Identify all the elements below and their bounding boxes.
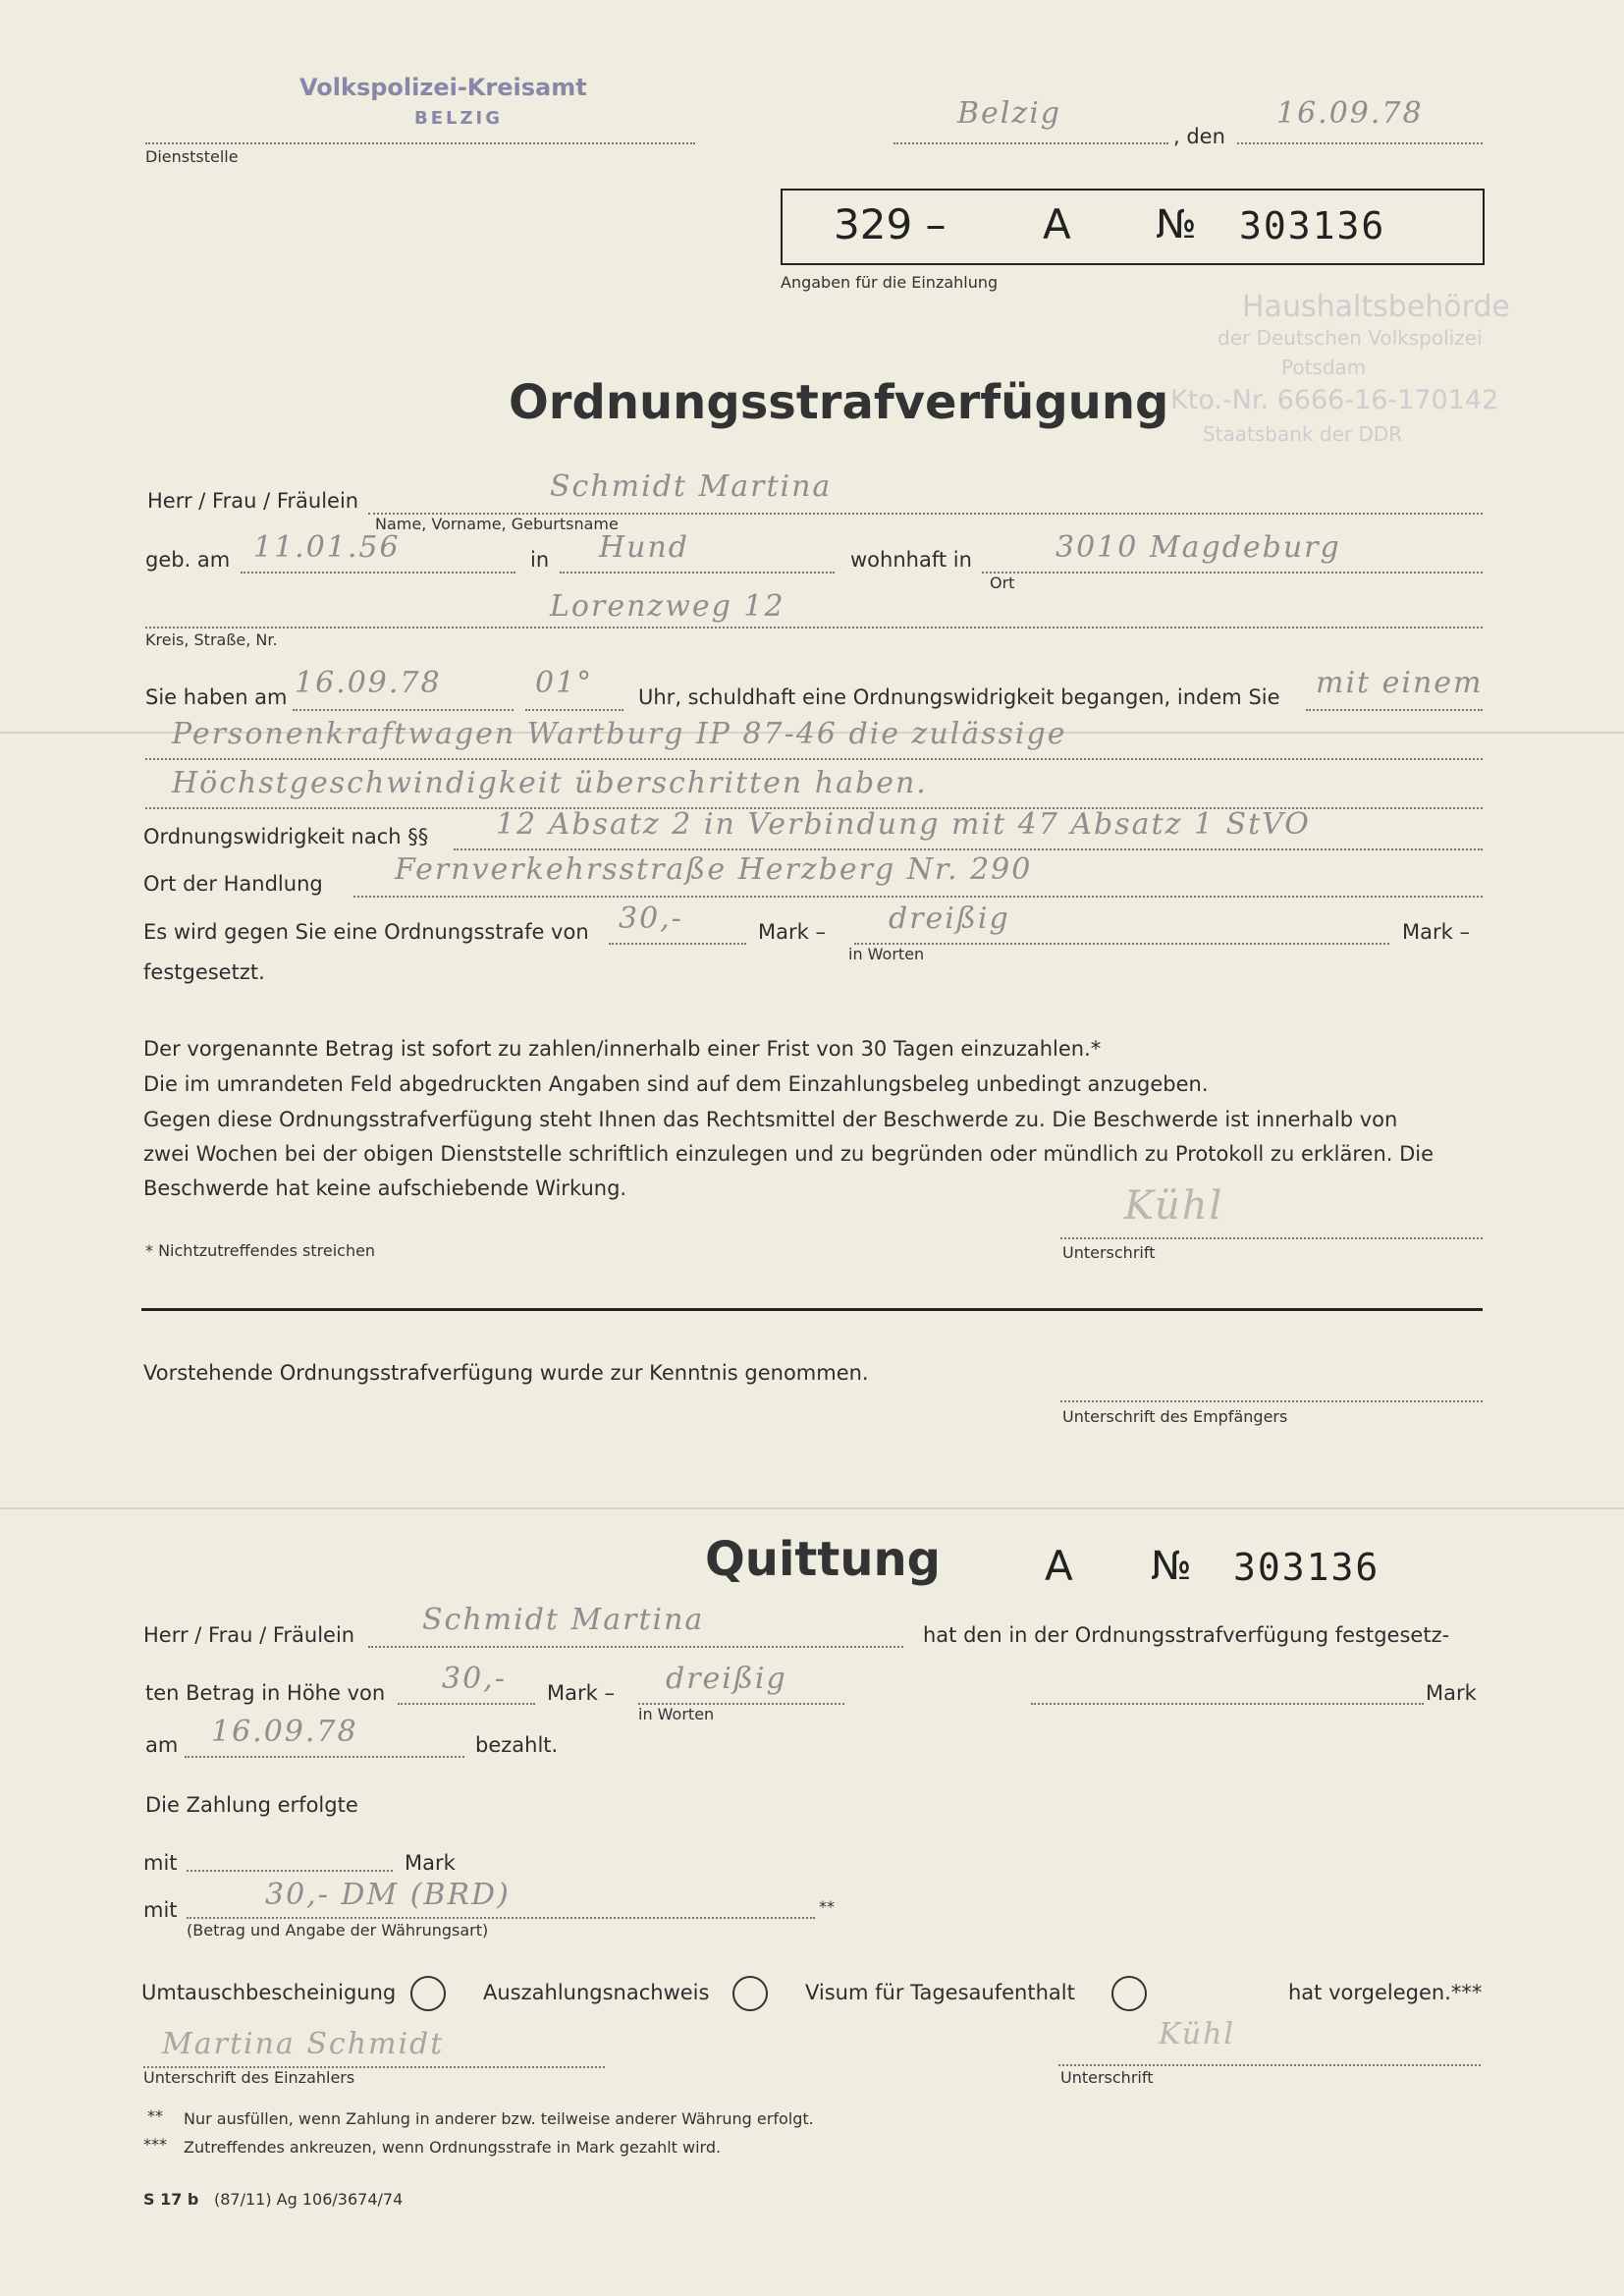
payer-signature: Martina Schmidt	[162, 2027, 445, 2061]
bank-stamp-line5: Staatsbank der DDR	[1203, 422, 1403, 446]
strafe-label: Es wird gegen Sie eine Ordnungsstrafe von	[143, 920, 589, 944]
receipt-in-worten: in Worten	[638, 1705, 715, 1723]
receipt-zahlung-label: Die Zahlung erfolgte	[145, 1793, 358, 1817]
box-series: A	[1043, 200, 1071, 248]
bank-stamp-line3: Potsdam	[1281, 355, 1367, 379]
form-code: S 17 b	[143, 2190, 199, 2209]
footnote: * Nichtzutreffendes streichen	[145, 1241, 376, 1260]
signature-line	[1060, 1237, 1483, 1239]
receipt-betrag-caption: (Betrag und Angabe der Währungsart)	[187, 1921, 489, 1940]
vorgelegen-label: hat vorgelegen.***	[1288, 1981, 1483, 2004]
box-number-prefix: №	[1156, 202, 1197, 247]
owi-value: 12 Absatz 2 in Verbindung mit 47 Absatz 1 StVO	[496, 807, 1311, 842]
in-worten-caption: in Worten	[848, 945, 925, 963]
para3b: zwei Wochen bei der obigen Dienststelle schriftlich einzulegen und zu begründen oder mündlich zu Protokoll zu erklären. Die	[143, 1142, 1435, 1166]
strasse-line	[145, 627, 1483, 629]
date-value: 16.09.78	[1276, 96, 1424, 131]
officer-signature: Kühl	[1124, 1183, 1224, 1229]
receipt-officer-signature: Kühl	[1159, 2017, 1235, 2051]
bank-stamp-line2: der Deutschen Volkspolizei	[1218, 326, 1483, 350]
form-title: Ordnungsstrafverfügung	[509, 375, 1169, 430]
tat-line2: Personenkraftwagen Wartburg IP 87-46 die zulässige	[172, 717, 1067, 751]
in-line	[560, 572, 835, 574]
receipt-number-prefix: №	[1151, 1544, 1192, 1589]
receipt-officer-caption: Unterschrift	[1060, 2068, 1154, 2087]
receipt-series: A	[1045, 1542, 1073, 1590]
note1: Nur ausfüllen, wenn Zahlung in anderer bzw. teilweise anderer Währung erfolgt.	[184, 2109, 814, 2128]
note2: Zutreffendes ankreuzen, wenn Ordnungsstrafe in Mark gezahlt wird.	[184, 2138, 722, 2157]
receipt-name-value: Schmidt Martina	[422, 1603, 705, 1637]
geb-line	[241, 572, 515, 574]
box-caption: Angaben für die Einzahlung	[781, 273, 999, 292]
receipt-herr-label: Herr / Frau / Fräulein	[143, 1623, 355, 1647]
bank-stamp-line4: Kto.-Nr. 6666-16-170142	[1170, 385, 1499, 415]
strasse-value: Lorenzweg 12	[550, 589, 785, 624]
receipt-mit-label: mit	[143, 1851, 178, 1875]
receipt-double-star: **	[819, 1897, 835, 1916]
wohnort-line	[982, 572, 1483, 574]
receipt-betrag-line	[398, 1703, 535, 1705]
ack-signature-caption: Unterschrift des Empfängers	[1062, 1407, 1288, 1426]
para3c: Beschwerde hat keine aufschiebende Wirkung.	[143, 1176, 627, 1200]
tat-line2-rule	[145, 758, 1483, 760]
ack-text: Vorstehende Ordnungsstrafverfügung wurde zur Kenntnis genommen.	[143, 1361, 869, 1385]
ort-line	[353, 896, 1483, 898]
geb-label: geb. am	[145, 548, 231, 572]
geb-value: 11.01.56	[253, 530, 401, 565]
name-value: Schmidt Martina	[550, 469, 833, 504]
receipt-mark-end: Mark	[1426, 1681, 1477, 1705]
receipt-mark-label: Mark	[405, 1851, 456, 1875]
uhr-text: Uhr, schuldhaft eine Ordnungswidrigkeit begangen, indem Sie	[638, 685, 1280, 709]
para1: Der vorgenannte Betrag ist sofort zu zahlen/innerhalb einer Frist von 30 Tagen einzuzahlen.*	[143, 1037, 1102, 1061]
box-number: 303136	[1239, 204, 1386, 247]
kreis-caption: Kreis, Straße, Nr.	[145, 630, 278, 649]
police-stamp-line2: BELZIG	[414, 108, 504, 129]
in-label: in	[530, 548, 550, 572]
payer-signature-caption: Unterschrift des Einzahlers	[143, 2068, 355, 2087]
tat-datum-line	[293, 709, 514, 711]
bank-stamp-line1: Haushaltsbehörde	[1242, 290, 1510, 324]
note1-mark: **	[147, 2106, 163, 2125]
tat-line3: Höchstgeschwindigkeit überschritten haben.	[172, 766, 928, 800]
name-caption: Name, Vorname, Geburtsname	[375, 515, 619, 533]
signature-caption: Unterschrift	[1062, 1243, 1156, 1262]
strafe-words: dreißig	[889, 902, 1010, 936]
wohnhaft-label: wohnhaft in	[850, 548, 972, 572]
tat-datum: 16.09.78	[295, 666, 442, 700]
receipt-betrag-label: ten Betrag in Höhe von	[145, 1681, 386, 1705]
receipt-mit2-line	[187, 1917, 815, 1919]
opt-visum-radio[interactable]	[1111, 1976, 1147, 2011]
tat-line1: mit einem	[1316, 666, 1484, 700]
opt-umtausch-radio[interactable]	[410, 1976, 446, 2011]
receipt-am-label: am	[145, 1733, 179, 1757]
ort-value: Fernverkehrsstraße Herzberg Nr. 290	[395, 852, 1033, 887]
receipt-hat-text: hat den in der Ordnungsstrafverfügung festgesetz-	[923, 1623, 1450, 1647]
mark-dash-end: Mark –	[1402, 920, 1470, 944]
owi-label: Ordnungswidrigkeit nach §§	[143, 825, 429, 848]
owi-line	[454, 848, 1483, 850]
payment-info-box	[781, 189, 1485, 265]
ack-signature-line	[1060, 1400, 1483, 1402]
date-line	[1237, 142, 1483, 144]
tat-uhr-line	[525, 709, 623, 711]
para3a: Gegen diese Ordnungsstrafverfügung steht Ihnen das Rechtsmittel der Beschwerde zu. Die Beschwerde ist innerhalb von	[143, 1108, 1398, 1131]
den-label: , den	[1173, 125, 1225, 148]
opt-visum-label: Visum für Tagesaufenthalt	[805, 1981, 1075, 2004]
place-line	[893, 142, 1168, 144]
strafe-line	[609, 943, 746, 945]
opt-umtausch-label: Umtauschbescheinigung	[141, 1981, 397, 2004]
receipt-am-value: 16.09.78	[211, 1715, 358, 1749]
receipt-mark-dash: Mark –	[547, 1681, 615, 1705]
receipt-bezahlt: bezahlt.	[475, 1733, 559, 1757]
para2: Die im umrandeten Feld abgedruckten Angaben sind auf dem Einzahlungsbeleg unbedingt anzugeben.	[143, 1072, 1209, 1096]
fold-line	[0, 1507, 1624, 1509]
ort-caption: Ort	[990, 574, 1015, 592]
ort-label: Ort der Handlung	[143, 872, 323, 896]
police-stamp-line1: Volkspolizei-Kreisamt	[299, 74, 587, 101]
in-value: Hund	[599, 530, 690, 565]
dienststelle-line	[145, 142, 695, 144]
receipt-betrag-value: 30,-	[442, 1662, 507, 1696]
receipt-mit-line	[187, 1870, 393, 1872]
receipt-words-line2	[1031, 1703, 1424, 1705]
festgesetzt: festgesetzt.	[143, 960, 265, 984]
opt-auszahlung-radio[interactable]	[732, 1976, 768, 2011]
box-code: 329 –	[834, 200, 947, 248]
receipt-betrag-words: dreißig	[666, 1662, 787, 1696]
strafe-value: 30,-	[619, 902, 683, 936]
section-divider	[141, 1308, 1483, 1311]
form-code2: (87/11) Ag 106/3674/74	[214, 2190, 404, 2209]
strafe-words-line	[854, 943, 1389, 945]
receipt-mit2-label: mit	[143, 1898, 178, 1922]
sie-haben-label: Sie haben am	[145, 685, 288, 709]
dienststelle-caption: Dienststelle	[145, 147, 239, 166]
receipt-am-line	[185, 1756, 464, 1758]
opt-auszahlung-label: Auszahlungsnachweis	[483, 1981, 710, 2004]
mark-dash: Mark –	[758, 920, 826, 944]
tat-uhr: 01°	[535, 666, 594, 700]
place-value: Belzig	[957, 96, 1061, 131]
receipt-officer-line	[1058, 2064, 1481, 2066]
tat-line1-rule	[1306, 709, 1483, 711]
note2-mark: ***	[143, 2135, 167, 2154]
receipt-name-line	[368, 1646, 903, 1648]
receipt-number: 303136	[1233, 1546, 1380, 1589]
receipt-mit2-value: 30,- DM (BRD)	[265, 1878, 511, 1912]
receipt-title: Quittung	[705, 1532, 942, 1587]
herr-label: Herr / Frau / Fräulein	[147, 489, 359, 513]
wohnort-value: 3010 Magdeburg	[1056, 530, 1341, 565]
